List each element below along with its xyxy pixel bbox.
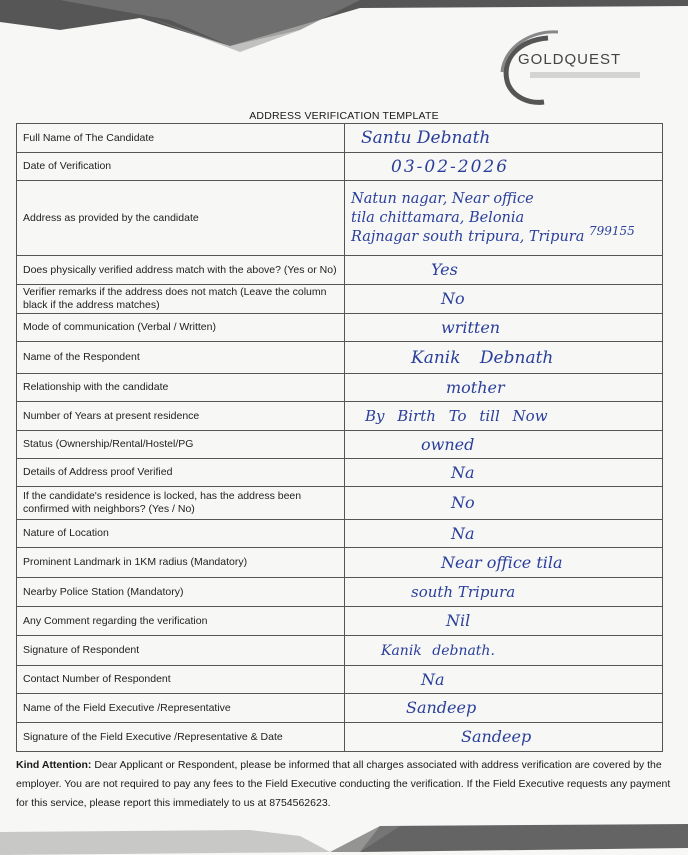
logo-tagline-bar [530,72,640,78]
row-value [345,666,663,694]
table-row [17,520,663,548]
table-row [17,578,663,607]
table-row [17,124,663,153]
row-value [345,694,663,723]
row-label: Mode of communication (Verbal / Written) [17,314,345,342]
document-title: ADDRESS VERIFICATION TEMPLATE [249,110,439,122]
row-value [345,285,663,314]
row-value [345,342,663,374]
table-row [17,723,663,752]
row-label: If the candidate's residence is locked, has the address been confirmed with neighbors? (Yes / No) [17,487,345,520]
table-row [17,636,663,666]
address-proof-value: Na [451,462,475,482]
row-value [345,153,663,181]
address-pin: 799155 [588,223,635,238]
row-value [345,723,663,752]
row-value [345,402,663,431]
kind-attention-notice [16,756,672,813]
row-label: Nature of Location [17,520,345,548]
address-value [345,181,663,256]
goldquest-logo [478,28,678,108]
row-label: Contact Number of Respondent [17,666,345,694]
respondent-contact-value: Na [421,669,445,689]
relationship-value: mother [446,377,505,397]
row-label: Prominent Landmark in 1KM radius (Mandatory) [17,548,345,578]
police-station-value: south Tripura [411,583,516,601]
row-label: Status (Ownership/Rental/Hostel/PG [17,431,345,459]
notice-body: Dear Applicant or Respondent, please be informed that all charges associated with address verification are covered by the employer. You are not required to pay any fees to the Field Executive conducting the verification. If the Field Executive requests any payment for this service, please report this immediately to us at 8754562623. [16,759,671,809]
location-nature-value: Na [451,523,475,543]
table-row [17,314,663,342]
comment-value: Nil [446,611,471,630]
address-line [351,223,656,247]
row-label: Relationship with the candidate [17,374,345,402]
row-value [345,607,663,636]
table-row [17,256,663,285]
row-value [345,431,663,459]
row-label: Signature of Respondent [17,636,345,666]
table-row [17,694,663,723]
table-row [17,181,663,256]
field-executive-signature-value: Sandeep [461,727,532,746]
candidate-name-value: Santu Debnath [361,128,491,148]
table-row [17,607,663,636]
row-value [345,314,663,342]
row-label: Does physically verified address match with the above? (Yes or No) [17,256,345,285]
row-value [345,124,663,153]
address-line: tila chittamara, Belonia [351,209,525,226]
table-row [17,402,663,431]
row-label: Details of Address proof Verified [17,459,345,487]
row-label: Verifier remarks if the address does not match (Leave the column black if the address matches) [17,285,345,314]
notice-lead: Kind Attention: [16,759,92,771]
verifier-remarks-value: No [441,289,465,308]
address-match-value: Yes [431,260,458,279]
landmark-value: Near office tila [441,552,563,572]
verification-table [16,123,663,752]
row-label: Nearby Police Station (Mandatory) [17,578,345,607]
ownership-status-value: owned [421,434,475,454]
row-label: Date of Verification [17,153,345,181]
row-label: Full Name of The Candidate [17,124,345,153]
row-label: Number of Years at present residence [17,402,345,431]
table-row [17,431,663,459]
row-value [345,548,663,578]
address-line-text: Rajnagar south tripura, Tripura [351,228,585,245]
table-row [17,285,663,314]
row-value [345,520,663,548]
table-row [17,342,663,374]
table-row [17,487,663,520]
row-value [345,578,663,607]
logo-text: GOLDQUEST [518,51,622,68]
row-label: Name of the Respondent [17,342,345,374]
address-line: Natun nagar, Near office [351,190,534,207]
row-label: Address as provided by the candidate [17,181,345,256]
footer-decoration [0,818,688,855]
row-label: Any Comment regarding the verification [17,607,345,636]
verification-date-value: 03-02-2026 [391,156,510,177]
row-value [345,459,663,487]
respondent-signature-value: Kanik debnath. [381,642,495,659]
respondent-name-value: Kanik Debnath [411,347,554,368]
row-label: Name of the Field Executive /Representative [17,694,345,723]
table-row [17,666,663,694]
table-row [17,548,663,578]
table-row [17,374,663,402]
row-label: Signature of the Field Executive /Representative & Date [17,723,345,752]
years-residence-value: By Birth To till Now [365,407,548,425]
row-value [345,636,663,666]
table-row [17,153,663,181]
row-value [345,256,663,285]
communication-mode-value: written [441,317,501,337]
field-executive-name-value: Sandeep [406,698,477,717]
neighbors-confirmed-value: No [451,493,475,512]
row-value [345,374,663,402]
table-row [17,459,663,487]
row-value [345,487,663,520]
